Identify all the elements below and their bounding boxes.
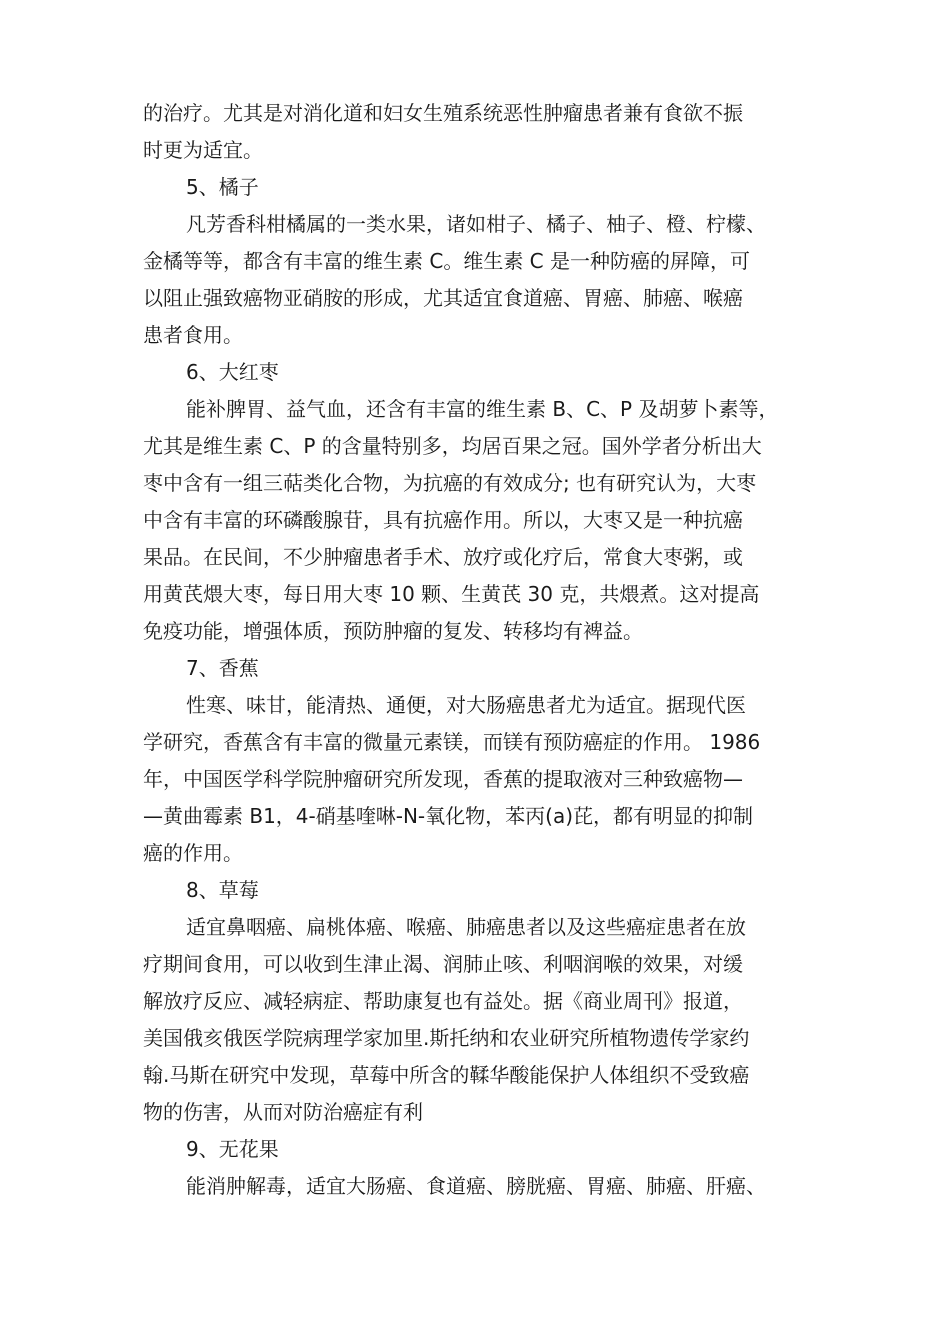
paragraph-line: 以阻止强致癌物亚硝胺的形成，尤其适宜食道癌、胃癌、肺癌、喉癌 bbox=[143, 286, 743, 310]
paragraph-line: 的治疗。尤其是对消化道和妇女生殖系统恶性肿瘤患者兼有食欲不振 bbox=[143, 101, 743, 125]
section-heading-jujube: 6、大红枣 bbox=[186, 360, 279, 384]
paragraph-line: 性寒、味甘，能清热、通便，对大肠癌患者尤为适宜。据现代医 bbox=[186, 693, 746, 717]
paragraph-line: 能补脾胃、益气血，还含有丰富的维生素 B、C、P 及胡萝卜素等， bbox=[186, 397, 779, 421]
paragraph-line: 能消肿解毒，适宜大肠癌、食道癌、膀胱癌、胃癌、肺癌、肝癌、 bbox=[186, 1174, 766, 1198]
paragraph-line: 金橘等等，都含有丰富的维生素 C。维生素 C 是一种防癌的屏障，可 bbox=[143, 249, 751, 273]
paragraph-line: 时更为适宜。 bbox=[143, 138, 263, 162]
section-heading-orange: 5、橘子 bbox=[186, 175, 259, 199]
paragraph-line: 凡芳香科柑橘属的一类水果，诸如柑子、橘子、柚子、橙、柠檬、 bbox=[186, 212, 766, 236]
paragraph-line: 物的伤害，从而对防治癌症有利 bbox=[143, 1100, 423, 1124]
paragraph-line: 年，中国医学科学院肿瘤研究所发现，香蕉的提取液对三种致癌物— bbox=[143, 767, 743, 791]
paragraph-line: 免疫功能，增强体质，预防肿瘤的复发、转移均有裨益。 bbox=[143, 619, 643, 643]
paragraph-line: 癌的作用。 bbox=[143, 841, 243, 865]
paragraph-line: 翰.马斯在研究中发现，草莓中所含的鞣华酸能保护人体组织不受致癌 bbox=[143, 1063, 750, 1087]
paragraph-line: 枣中含有一组三萜类化合物，为抗癌的有效成分; 也有研究认为，大枣 bbox=[143, 471, 757, 495]
paragraph-line: 用黄芪煨大枣，每日用大枣 10 颗、生黄芪 30 克，共煨煮。这对提高 bbox=[143, 582, 760, 606]
paragraph-line: —黄曲霉素 B1，4-硝基喹啉-N-氧化物，苯丙(a)芘，都有明显的抑制 bbox=[143, 804, 753, 828]
section-heading-fig: 9、无花果 bbox=[186, 1137, 279, 1161]
paragraph-line: 疗期间食用，可以收到生津止渴、润肺止咳、利咽润喉的效果，对缓 bbox=[143, 952, 743, 976]
paragraph-line: 患者食用。 bbox=[143, 323, 243, 347]
paragraph-line: 中含有丰富的环磷酸腺苷，具有抗癌作用。所以，大枣又是一种抗癌 bbox=[143, 508, 743, 532]
paragraph-line: 美国俄亥俄医学院病理学家加里.斯托纳和农业研究所植物遗传学家约 bbox=[143, 1026, 750, 1050]
paragraph-line: 学研究，香蕉含有丰富的微量元素镁，而镁有预防癌症的作用。 1986 bbox=[143, 730, 761, 754]
paragraph-line: 解放疗反应、减轻病症、帮助康复也有益处。据《商业周刊》报道， bbox=[143, 989, 743, 1013]
section-heading-strawberry: 8、草莓 bbox=[186, 878, 259, 902]
section-heading-banana: 7、香蕉 bbox=[186, 656, 259, 680]
paragraph-line: 果品。在民间，不少肿瘤患者手术、放疗或化疗后，常食大枣粥，或 bbox=[143, 545, 743, 569]
paragraph-line: 适宜鼻咽癌、扁桃体癌、喉癌、肺癌患者以及这些癌症患者在放 bbox=[186, 915, 746, 939]
paragraph-line: 尤其是维生素 C、P 的含量特别多，均居百果之冠。国外学者分析出大 bbox=[143, 434, 762, 458]
